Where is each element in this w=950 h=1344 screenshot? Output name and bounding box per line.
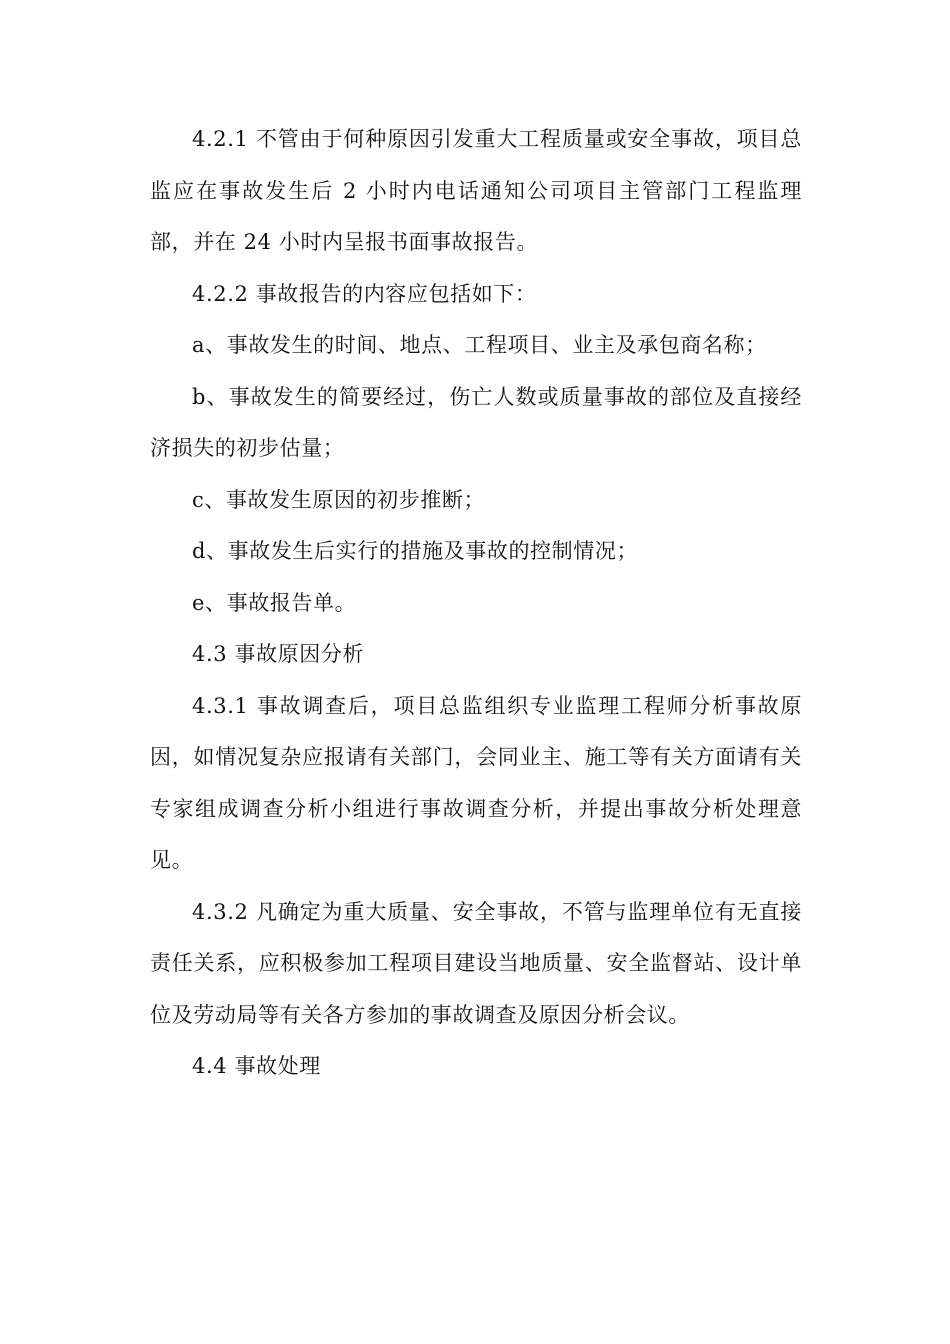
paragraph-4-2-1: 4.2.1 不管由于何种原因引发重大工程质量或安全事故，项目总监应在事故发生后 2 小时内电话通知公司项目主管部门工程监理部，并在 24 小时内呈报书面事故报告。 bbox=[150, 127, 802, 254]
paragraph-4-3-1: 4.3.1 事故调查后，项目总监组织专业监理工程师分析事故原因，如情况复杂应报请有关部门，会同业主、施工等有关方面请有关专家组成调查分析小组进行事故调查分析，并提出事故分析处理意见。 bbox=[150, 693, 802, 872]
paragraph-4-2-2: 4.2.2 事故报告的内容应包括如下： bbox=[192, 281, 537, 306]
list-item-e: e、事故报告单。 bbox=[192, 590, 357, 615]
paragraph-4-3-2: 4.3.2 凡确定为重大质量、安全事故，不管与监理单位有无直接责任关系，应积极参加工程项目建设当地质量、安全监督站、设计单位及劳动局等有关各方参加的事故调查及原因分析会议。 bbox=[150, 899, 802, 1027]
section-heading-4-4: 4.4 事故处理 bbox=[192, 1054, 321, 1078]
section-heading-4-3: 4.3 事故原因分析 bbox=[192, 642, 365, 666]
list-item-c: c、事故发生原因的初步推断； bbox=[192, 487, 486, 512]
list-item-d: d、事故发生后实行的措施及事故的控制情况； bbox=[192, 539, 639, 563]
document-body bbox=[150, 114, 802, 1093]
list-item-a: a、事故发生的时间、地点、工程项目、业主及承包商名称； bbox=[192, 333, 767, 357]
list-item-b: b、事故发生的简要经过，伤亡人数或质量事故的部位及直接经济损失的初步估量； bbox=[150, 384, 802, 460]
